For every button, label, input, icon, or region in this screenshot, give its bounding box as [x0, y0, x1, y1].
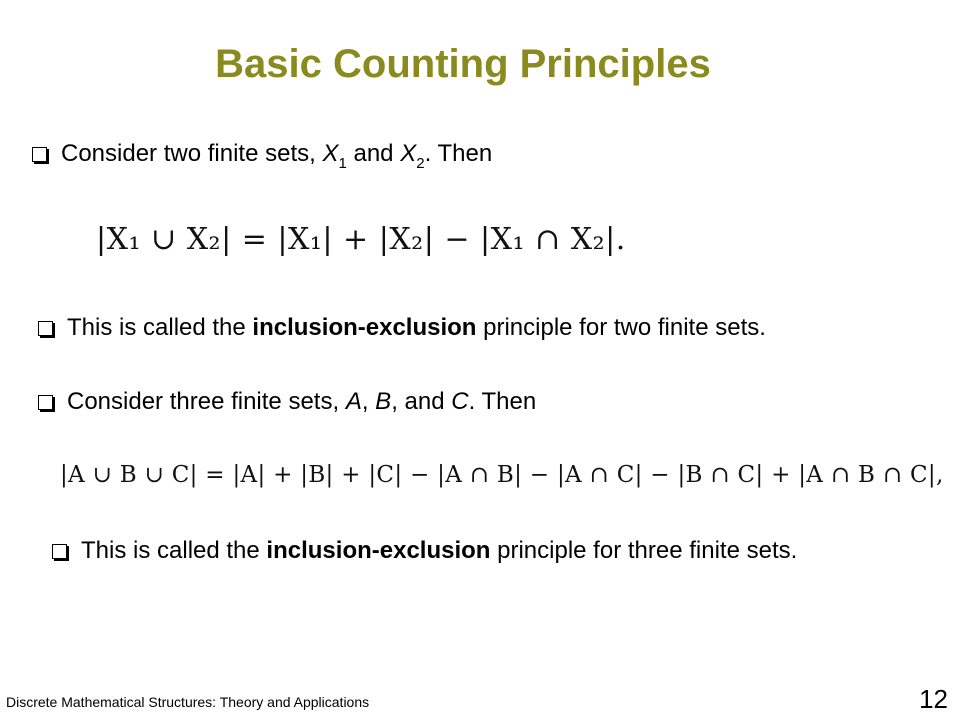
- bullet-mid: and: [346, 140, 401, 167]
- hollow-square-bullet-icon: [38, 395, 53, 410]
- set-x2: X: [400, 140, 417, 167]
- bullet-prefix: This is called the: [67, 314, 253, 341]
- page-number: 12: [919, 684, 948, 714]
- bullet-two-sets: [32, 138, 492, 173]
- bullet-suffix: principle for three finite sets.: [490, 537, 798, 564]
- bullet-prefix: Consider two finite sets,: [61, 140, 323, 167]
- bullet-suffix: principle for two finite sets.: [476, 314, 766, 341]
- set-c: C: [451, 388, 469, 415]
- separator: , and: [391, 388, 452, 415]
- hollow-square-bullet-icon: [38, 321, 53, 336]
- bullet-text: [61, 138, 492, 173]
- formula-two-sets: |X₁ ∪ X₂| = |X₁| + |X₂| − |X₁ ∩ X₂|.: [96, 222, 626, 257]
- formula-three-sets: |A ∪ B ∪ C| = |A| + |B| + |C| − |A ∩ B| − |A ∩ C| − |B ∩ C| + |A ∩ B ∩ C|,: [60, 462, 944, 488]
- bold-term: inclusion-exclusion: [266, 537, 491, 564]
- hollow-square-bullet-icon: [32, 147, 47, 162]
- bullet-three-sets: [38, 386, 536, 418]
- subscript-1: 1: [338, 155, 347, 172]
- footer-text: Discrete Mathematical Structures: Theory and Applications: [6, 694, 370, 710]
- bullet-text: [67, 386, 536, 418]
- set-b: B: [375, 388, 392, 415]
- bullet-text: [67, 312, 766, 344]
- bullet-principle-three: [52, 535, 872, 567]
- bullet-prefix: This is called the: [81, 537, 267, 564]
- subscript-2: 2: [416, 155, 425, 172]
- set-x1: X: [322, 140, 339, 167]
- bullet-suffix: . Then: [468, 388, 537, 415]
- bullet-text: [81, 535, 797, 567]
- slide-title: Basic Counting Principles: [215, 42, 711, 86]
- bullet-prefix: Consider three finite sets,: [67, 388, 346, 415]
- set-a: A: [345, 388, 362, 415]
- bullet-principle-two: [38, 312, 766, 344]
- bold-term: inclusion-exclusion: [252, 314, 477, 341]
- hollow-square-bullet-icon: [52, 544, 67, 559]
- separator: ,: [361, 388, 376, 415]
- bullet-suffix: . Then: [424, 140, 493, 167]
